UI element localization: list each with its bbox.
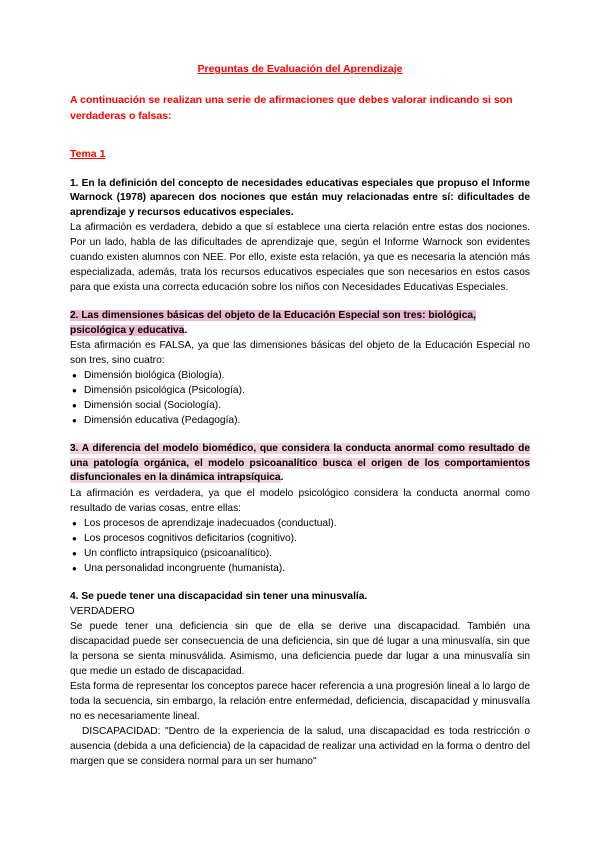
bullet-dot-icon: ●: [72, 518, 77, 528]
list-item-label: Dimensión social (Sociología).: [84, 400, 222, 412]
bullet-dot-icon: ●: [72, 386, 77, 396]
question-1-answer: La afirmación es verdadera, debido a que sí establece una cierta relación entre estas dos nociones. Por un lado, habla de las dificultades de aprendizaje que, según el Informe Warnock son evidentes cuando existen alumnos con NEE. Por ello, existe esta relación, ya que es necesaria la atención más especializada, además, trata los recursos educativos especiales que son necesarios en estos casos para que exista una correcta educación sobre los niños con Necesidades Educativas Especiales.: [70, 222, 530, 294]
question-4-answer-paragraph-2: Esta forma de representar los conceptos parece hacer referencia a una progresión lineal a lo largo de toda la secuencia, sin embargo, la relación entre enfermedad, deficiencia, discapacidad y minusvalía no es necesariamente lineal.: [70, 680, 530, 722]
question-3-heading: [70, 442, 530, 485]
question-3-heading-tail: .: [280, 472, 284, 484]
bullet-dot-icon: ●: [72, 548, 77, 558]
document-intro-text: A continuación se realizan una serie de afirmaciones que debes valorar indicando si son verdaderas o falsas:: [70, 94, 513, 122]
bullet-dot-icon: ●: [72, 416, 77, 426]
question-2-heading-tail: .: [184, 324, 188, 336]
question-3-heading-text: 3. A diferencia del modelo biomédico, que considera la conducta anormal como resultado de una patología orgánica, el modelo psicoanalítico busca el origen de los comportamientos disfuncionales en la dinámica intrapsíquica: [70, 443, 530, 484]
question-3-answer: La afirmación es verdadera, ya que el modelo psicológico considera la conducta anormal como resultado de varias cosas, entre ellas:: [70, 487, 530, 514]
question-block-2: [70, 309, 530, 429]
question-2-answer: Esta afirmación es FALSA, ya que las dimensiones básicas del objeto de la Educación Especial no son tres, sino cuatro:: [70, 340, 530, 367]
question-2-heading: [70, 309, 530, 338]
document-title: Preguntas de Evaluación del Aprendizaje: [197, 63, 403, 75]
list-item-label: Una personalidad incongruente (humanista).: [84, 562, 286, 574]
list-item: [70, 547, 530, 562]
bullet-dot-icon: ●: [72, 563, 77, 573]
section-heading-wrapper: [70, 144, 530, 177]
list-item: [70, 517, 530, 532]
bullet-dot-icon: ●: [72, 401, 77, 411]
list-item-label: Los procesos cognitivos deficitarios (cognitivo).: [84, 532, 297, 544]
question-4-heading: [70, 590, 530, 604]
question-4-heading-text: 4. Se puede tener una discapacidad sin tener una minusvalía: [70, 590, 365, 602]
list-item: [70, 399, 530, 414]
list-item: [70, 532, 530, 547]
list-item: [70, 384, 530, 399]
list-item-label: Dimensión biológica (Biología).: [84, 370, 225, 382]
question-4-verdict: VERDADERO: [70, 606, 135, 618]
question-3-bullet-list: [70, 517, 530, 577]
list-item: [70, 369, 530, 384]
section-heading-tema-1: Tema 1: [70, 147, 106, 160]
list-item-label: Dimensión educativa (Pedagogía).: [84, 415, 241, 427]
list-item: [70, 414, 530, 429]
question-block-3: [70, 442, 530, 576]
question-2-heading-text: 2. Las dimensiones básicas del objeto de la Educación Especial son tres: biológica, psicológica y educativa: [70, 310, 476, 336]
question-block-1: [70, 177, 530, 296]
question-block-4: [70, 590, 530, 770]
question-2-bullet-list: [70, 369, 530, 429]
question-1-heading-tail: .: [290, 206, 294, 218]
document-content: [70, 62, 530, 770]
question-1-heading-text: 1. En la definición del concepto de necesidades educativas especiales que propuso el Informe Warnock (1978) aparecen dos nociones que están muy relacionadas entre sí: dificultades de aprendizaje y recursos educativos especiales: [70, 177, 530, 218]
question-4-heading-tail: .: [364, 590, 368, 602]
question-4-discapacidad-definition: DISCAPACIDAD: "Dentro de la experiencia de la salud, una discapacidad es toda restricción o ausencia (debida a una deficiencia) de la capacidad de realizar una actividad en la forma o dentro del margen que se considera normal para un ser humano": [70, 725, 530, 767]
question-4-answer-paragraph-1: Se puede tener una deficiencia sin que de ella se derive una discapacidad. También una discapacidad puede ser consecuencia de una deficiencia, sin que dé lugar a una minusvalía, sin que la persona se sienta minusválida. Asimismo, una deficiencia puede dar lugar a una minusvalía sin que medie un estado de discapacidad.: [70, 621, 530, 677]
bullet-dot-icon: ●: [72, 371, 77, 381]
bullet-dot-icon: ●: [72, 533, 77, 543]
list-item-label: Dimensión psicológica (Psicología).: [84, 385, 245, 397]
question-1-heading: [70, 177, 530, 220]
list-item-label: Un conflicto intrapsíquico (psicoanalítico).: [84, 547, 272, 559]
list-item: [70, 562, 530, 577]
list-item-label: Los procesos de aprendizaje inadecuados (conductual).: [84, 517, 337, 529]
